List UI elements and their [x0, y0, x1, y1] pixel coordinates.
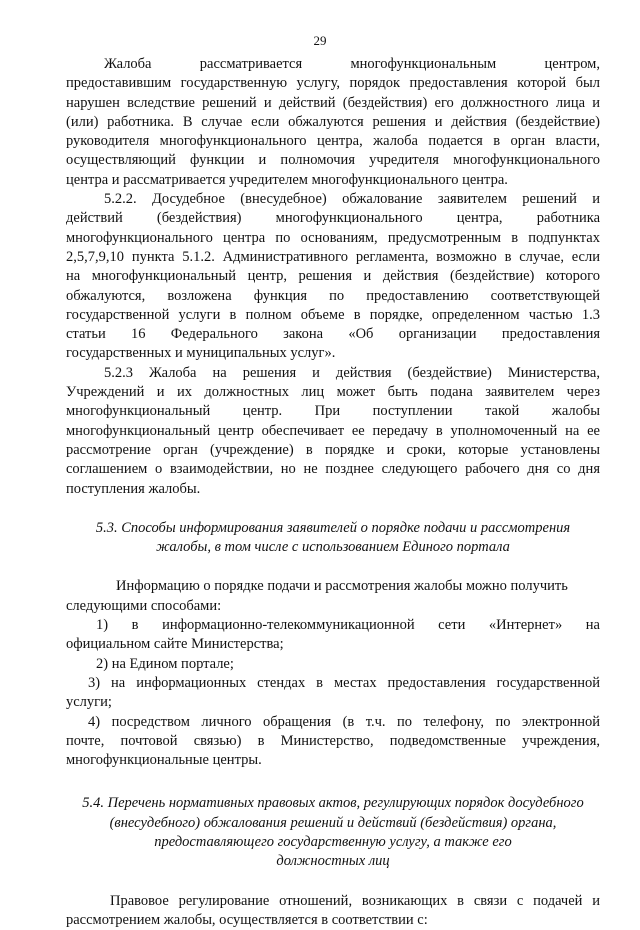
page-number: 29: [313, 33, 327, 48]
text-line: поступления жалобы.: [66, 480, 201, 497]
text-line: руководителя многофункционального центра, жалоба подается в орган власти,: [66, 133, 600, 150]
document-body: [66, 55, 600, 930]
heading-line: (внесудебного) обжалования решений и действий (бездействия) органа,: [109, 814, 557, 831]
heading-line: жалобы, в том числе с использованием Единого портала: [156, 539, 510, 556]
text-line: Жалоба рассматривается многофункциональным центром,: [104, 56, 600, 72]
text-line: Информацию о порядке подачи и рассмотрения жалобы можно получить: [116, 578, 568, 595]
list-item: 3) на информационных стендах в местах предоставления государственной: [88, 674, 600, 691]
text-line: предоставившим государственную услугу, порядок предоставления которой был: [66, 75, 600, 92]
methods-list: [66, 616, 600, 770]
text-line: центра и рассматривается учредителем многофункционального центра.: [66, 171, 508, 188]
list-item-continuation: официальном сайте Министерства;: [66, 636, 284, 653]
heading-line: 5.4. Перечень нормативных правовых актов, регулирующих порядок досудебного: [82, 795, 584, 812]
paragraph-5-2-3: [66, 364, 600, 499]
text-line: нарушен вследствие решений и действий (бездействия) его должностного лица и: [66, 94, 600, 111]
text-line: рассмотрение орган (учреждение) в порядке и сроки, которые установлены: [66, 441, 600, 458]
text-line: 2,5,7,9,10 пункта 5.1.2. Административного регламента, возможно в случае, если: [66, 248, 600, 265]
text-line: на многофункциональный центр, решения и действия (бездействие) которого: [66, 268, 600, 285]
heading-line: должностных лиц: [276, 853, 390, 870]
text-line: многофункционального центра по основаниям, предусмотренным в подпунктах: [66, 229, 600, 246]
list-item-continuation: многофункциональные центры.: [66, 752, 262, 769]
text-line: действий (бездействия) многофункционального центра, работника: [66, 210, 600, 227]
text-line: рассмотрением жалобы, осуществляется в соответствии с:: [66, 911, 428, 928]
text-line: (или) работника. В случае если обжалуются решения и действия (бездействие): [66, 113, 600, 130]
text-line: 5.2.3 Жалоба на решения и действия (бездействие) Министерства,: [104, 364, 600, 381]
list-item: 1) в информационно-телекоммуникационной сети «Интернет» на: [96, 617, 600, 634]
paragraph-5-2-2: [66, 190, 600, 364]
text-line: следующими способами:: [66, 597, 222, 614]
heading-line: 5.3. Способы информирования заявителей о порядке подачи и рассмотрения: [95, 519, 571, 536]
text-line: многофункциональный центр обеспечивает ее передачу в уполномоченный на ее: [66, 422, 600, 439]
heading-line: предоставляющего государственную услугу, а также его: [154, 833, 512, 850]
text-line: соглашением о взаимодействии, но не позднее следующего рабочего дня со дня: [66, 461, 600, 478]
list-item: 4) посредством личного обращения (в т.ч. по телефону, по электронной: [88, 713, 600, 730]
paragraph-info-methods: [66, 577, 600, 616]
text-line: государственной услуги в полном объеме в порядке, определенном частью 1.3: [66, 306, 600, 323]
text-line: 5.2.2. Досудебное (внесудебное) обжалование заявителем решений и: [104, 191, 600, 208]
text-line: государственных и муниципальных услуг».: [66, 345, 336, 362]
paragraph-complaint-mfc: [66, 55, 600, 190]
text-line: статьи 16 Федерального закона «Об организации предоставления: [66, 326, 600, 343]
list-item: 2) на Едином портале;: [96, 655, 234, 672]
section-heading-5-3: [66, 519, 600, 558]
paragraph-legal-regulation: [66, 892, 600, 930]
text-line: обжалуются, возложена функция по предоставлению соответствующей: [66, 287, 600, 304]
text-line: Учреждений и их должностных лиц может быть подана заявителем через: [66, 384, 600, 401]
text-line: многофункциональный центр. При поступлении такой жалобы: [66, 403, 600, 420]
list-item-continuation: услуги;: [66, 694, 112, 711]
text-line: осуществляющий функции и полномочия учредителя многофункционального: [66, 152, 600, 169]
list-item-continuation: почте, почтовой связью) в Министерство, подведомственные учреждения,: [66, 732, 600, 749]
text-line: Правовое регулирование отношений, возникающих в связи с подачей и: [110, 892, 600, 909]
section-heading-5-4: [66, 794, 600, 871]
